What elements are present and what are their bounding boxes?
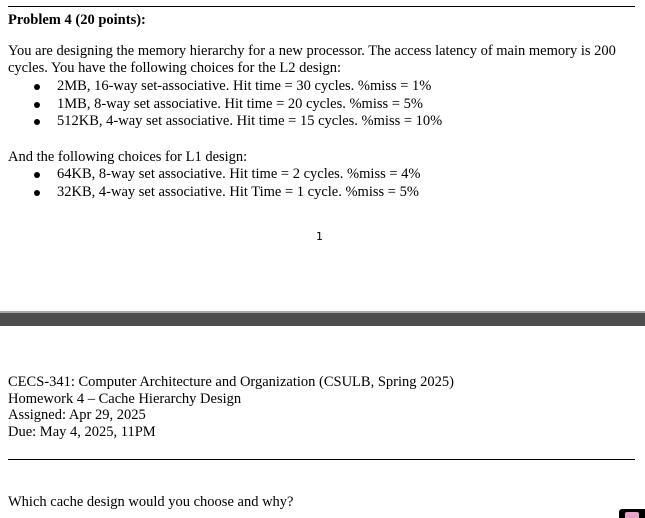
floating-widget-icon[interactable]: [615, 506, 645, 518]
l1-heading: And the following choices for L1 design:: [8, 149, 248, 165]
bullet-icon: [34, 102, 40, 108]
homework-title: Homework 4 – Cache Hierarchy Design: [8, 390, 242, 407]
l2-choice-text: 1MB, 8-way set associative. Hit time = 20 cycles. %miss = 5%: [57, 95, 423, 112]
widget-face: [625, 512, 639, 518]
l2-choice-text: 512KB, 4-way set associative. Hit time = 15 cycles. %miss = 10%: [57, 113, 443, 130]
problem-title: Problem 4 (20 points):: [8, 12, 146, 28]
l1-choice-item: [0, 184, 420, 202]
l2-choice-text: 2MB, 16-way set-associative. Hit time = 30 cycles. %miss = 1%: [57, 78, 432, 94]
bullet-icon: [34, 84, 40, 90]
page-divider: [0, 313, 645, 326]
l2-choice-item: [0, 78, 442, 96]
l1-choice-text: 64KB, 8-way set associative. Hit time = 2 cycles. %miss = 4%: [57, 166, 421, 182]
intro-line: You are designing the memory hierarchy for a new processor. The access latency of main memory is 200: [8, 43, 616, 59]
header-rule: [8, 459, 635, 460]
due-date: Due: May 4, 2025, 11PM: [8, 424, 156, 441]
l1-choices-list: [0, 166, 420, 201]
bullet-icon: [34, 172, 40, 178]
bullet-icon: [34, 190, 40, 196]
course-title: CECS-341: Computer Architecture and Organization (CSULB, Spring 2025): [8, 374, 454, 390]
l2-choice-item: [0, 96, 442, 114]
question-text: Which cache design would you choose and why?: [8, 494, 294, 510]
page-number: 1: [316, 230, 323, 243]
l2-choice-item: [0, 113, 442, 131]
assigned-date: Assigned: Apr 29, 2025: [8, 407, 146, 424]
l1-choice-text: 32KB, 4-way set associative. Hit Time = 1 cycle. %miss = 5%: [57, 183, 419, 200]
l2-choices-list: [0, 78, 442, 131]
top-rule: [8, 6, 635, 7]
course-header: [8, 374, 454, 441]
problem-intro: [8, 43, 640, 77]
bullet-icon: [34, 119, 40, 125]
l1-choice-item: [0, 166, 420, 184]
intro-line: cycles. You have the following choices for the L2 design:: [8, 60, 342, 76]
